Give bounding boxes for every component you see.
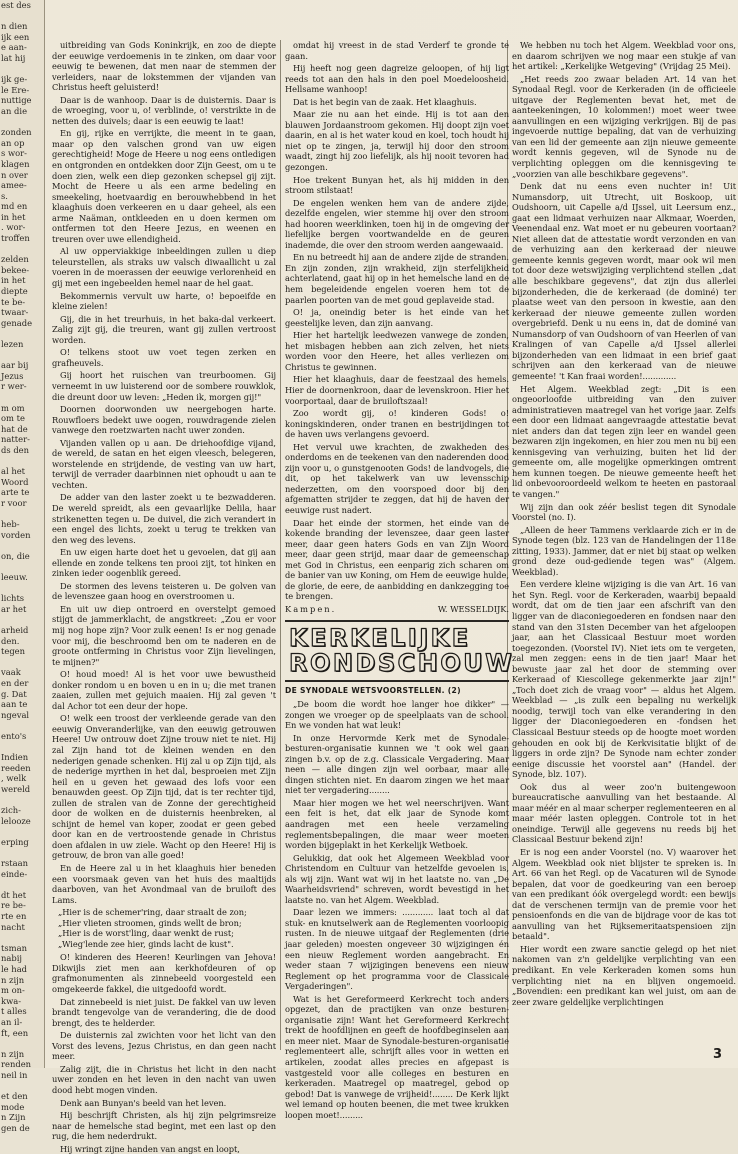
paragraph: In onze Hervormde Kerk met de Synodale-besturen-organisatie kunnen we 't ook wel gaan zingen b.v. op de z.g. Classicale Vergadering. Maar neen — alle dingen zijn wel oorbaar, maar alle dingen stichten niet. En daarom zingen we het maar niet ter vergadering........ — [285, 732, 509, 796]
edge-line — [0, 561, 44, 572]
edge-line: an il- — [1, 1017, 23, 1027]
edge-line: le Ere- — [1, 84, 30, 95]
column-3 — [512, 40, 736, 1050]
edge-line: Woord — [1, 476, 29, 487]
paragraph: En uw eigen harte doet het u gevoelen, dat gij aan ellende en zonde telkens ten prooi zijt, tot hinken en zinken ieder oogenblik gereed. — [52, 547, 276, 579]
article-subheading: DE SYNODALE WETSVOORSTELLEN. (2) — [285, 686, 461, 696]
edge-line: est des — [1, 0, 31, 10]
paragraph: Hier het hartelijk leedwezen vanwege de zonden, het misbagen hebben aan zich zelven, het niets worden voor den Heere, het alles verliezen om Christus te gewinnen. — [285, 330, 509, 372]
paragraph: Al uw opperviakkige inbeeldingen zullen u diep teleurstellen, als straks uw valsch diwaallicht u zal voeren in de moerassen der eeuwige verlorenheid en gij met een ingebeelden hemel naar de hel gaat. — [52, 246, 276, 289]
edge-line: et den — [1, 1091, 28, 1102]
edge-line: lelooze — [1, 815, 31, 826]
edge-line — [0, 117, 44, 128]
edge-line — [0, 614, 44, 625]
paragraph: omdat hij vreest in de stad Verderf te gronde te gaan. — [285, 40, 509, 61]
column-rule-1 — [280, 40, 281, 1050]
edge-line: n over — [1, 169, 28, 180]
paragraph: En nu betreedt hij aan de andere zijde de stranden. En zijn zonden, zijn wrakheid, zijn sterfelijkheid achterlatend, gaat hij op in het hemelsche land en de hem begeleidende engelen voeren hem tot de paarlen poorten van de met goud geplaveide stad. — [285, 252, 509, 305]
edge-line: zich- — [1, 805, 22, 816]
edge-line: en der — [1, 678, 29, 688]
edge-line — [0, 244, 44, 255]
edge-line: arte te — [1, 487, 30, 498]
column-1 — [52, 40, 276, 1154]
edge-line — [0, 392, 44, 403]
edge-line — [0, 509, 44, 520]
paragraph: „Het reeds zoo zwaar beladen Art. 14 van het Synodaal Regl. voor de Kerkeraden (in de officieele uitgave der Reglementen bevat het, met de aanteekeningen, 10 kolommen!) moet weer twee aanvullingen en een wijziging verkrijgen. Bij de pas ingevoerde nuttige bepaling, dat van de verhuizing van een lid der gemeente aan zijn nieuwe gemeente wordt kennis gegeven, wil de Synode nu de verplichting opleggen om die kennisgeving te „voorzien van alle beschikbare gegevens". — [512, 73, 736, 179]
edge-line: neil in — [1, 1069, 28, 1080]
rubric-title — [289, 626, 514, 676]
paragraph: Vijanden vallen op u aan. De driehoofdige vijand, de wereld, de satan en het eigen vleesch, belegeren, worstelende en strijdende, de vesting van uw hart, terwijl de verrader daarbinnen niet ophoudt u aan te vechten. — [52, 437, 276, 490]
verse-line: „Wieg'lende zee hier, ginds lacht de kust". — [58, 938, 234, 949]
edge-line: ijk ge- — [1, 74, 28, 85]
edge-line: rstaan — [1, 858, 29, 869]
edge-line — [0, 540, 44, 551]
edge-line: nabij — [1, 953, 23, 964]
edge-line: Indien — [1, 752, 29, 763]
edge-line: n dien — [1, 21, 28, 32]
edge-line — [0, 1081, 44, 1092]
edge-line: le had — [1, 964, 28, 975]
paragraph: Daar is de wanhoop. Daar is de duisternis. Daar is de wroeging, voor u, o! verblinde, o! verstrikte in de netten des duivels; daar is een eeuwig te laat! — [52, 94, 276, 126]
page-number: 3 — [712, 1047, 722, 1062]
edge-line: zelden — [1, 254, 29, 265]
edge-line: reeden — [1, 762, 31, 773]
edge-line: nacht — [1, 921, 25, 932]
edge-line: Jezus — [1, 370, 24, 381]
edge-line: nuttige — [1, 95, 32, 106]
paragraph: Hier het klaaghuis, daar de feestzaal des hemels. Hier de doornenkroon, daar de levenskroon. Hier het voorportaal, daar de bruiloftszaal! — [285, 374, 509, 406]
paragraph: Een verdere kleine wijziging is die van Art. 16 van het Syn. Regl. voor de Kerkeraden, waarbij bepaald wordt, dat om de tien jaar een afschrift van den ligger van de diaconiegoederen en fondsen naar den stand van den 31sten December van het afgeloopen jaar, aan het Classicaal Bestuur moet worden toegezonden. (Voorstel IV). Niet iets om te vergeten, zal men zeggen: eens in de tien jaar! Maar het bewuste jaar zal het door de stemming over Kerkeraad of Kiescollege gekenmerkte jaar zijn!" „Toch doet zich de vraag voor" — aldus het Algem. Weekblad — „is zulk een bepaling nu werkelijk noodig, terwijl toch van elke verandering in den ligger der Diaconiegoederen en -fondsen het Classicaal Bestuur steeds op de hoogte moet worden gehouden en ook bij de Kerkvisitatie blijkt of de liggers in orde zijn? De Synode nam echter zonder eenige discussie het voorstel aan" (Handel. der Synode, blz. 107). — [512, 579, 736, 780]
edge-line: lat hij — [1, 52, 26, 63]
edge-line — [0, 583, 44, 594]
edge-line — [0, 720, 44, 731]
edge-line: erping — [1, 836, 29, 847]
paragraph: Gij hoort het ruischen van treurboomen. Gij verneemt in uw luisterend oor de sombere rouwklok, die dreunt door uw leven: „Heden ik, morgen gij!" — [52, 370, 276, 402]
edge-line — [0, 1038, 44, 1049]
paragraph: O! kinderen des Heeren! Keurlingen van Jehova! Dikwijls ziet men aan kerkhofdeuren of op grafmonumenten als zinnebeeld voorgesteld een omgekeerde fakkel, die uitgedoofd wordt. — [52, 952, 276, 995]
paragraph: O! ja, oneindig beter is het einde van het geestelijke leven, dan zijn aanvang. — [285, 307, 509, 328]
paragraph: Dat is het begin van de zaak. Het klaaghuis. — [293, 96, 477, 107]
paragraph: Ook dus al weer zoo'n buitengewoon bureaucratische aanvulling van het bestaande. Al maar méér en al maar scherper reglementeeren en al maar méér lasten opleggen. Controle tot in het oneindige. Terwijl alle gegevens nu reeds bij het Classicaal Bestuur bekend zijn! — [512, 781, 736, 845]
column-2 — [285, 40, 515, 1120]
signature-author: W. WESSELDIJK. — [437, 603, 509, 614]
paragraph: De engelen wenken hem van de andere zijde, dezelfde engelen, wier stemme hij over den stroom had hooren weerklinken, toen hij in de omgeving der liefelijke bergen voortwandelde en de geuren inademde, die over den stroom werden aangewaaid. — [285, 197, 509, 250]
rubric-line-2: RONDSCHOUW — [289, 649, 515, 678]
paragraph: Zoo wordt gij, o! kinderen Gods! o! koningskinderen, onder tranen en bestrijdingen tot de haven uws verlangens gevoerd. — [285, 408, 509, 440]
edge-line: m om — [1, 402, 25, 413]
edge-line: r wer- — [1, 381, 27, 392]
edge-line: leeuw. — [1, 572, 28, 583]
edge-line: vorden — [1, 529, 31, 540]
edge-line: n zijn — [1, 974, 25, 985]
paragraph: Er is nog een ander Voorstel (no. V) waarover het Algem. Weekblad ook niet blijster te spreken is. In Art. 66 van het Regl. op de Vacaturen wil de Synode bepalen, dat voor de goedkeuring van een beroep van een predikant óók overgelegd wordt: een bewijs dat de verschenen termijn van de premie voor het pensioenfonds en die van de bijdrage voor de kas tot aanvulling van het Rijksemeritaatspensioen zijn betaald". — [512, 847, 736, 942]
edge-line — [0, 879, 44, 890]
edge-line: ds den — [1, 444, 30, 455]
edge-line — [0, 328, 44, 339]
edge-line: , welk — [1, 773, 27, 784]
edge-line: om te — [1, 413, 25, 424]
edge-line: diepte — [1, 286, 28, 297]
edge-line: renden — [1, 1059, 32, 1070]
edge-line: troffen — [1, 233, 30, 244]
edge-line — [0, 657, 44, 668]
paragraph: Maar zie nu aan het einde. Hij is tot aan den blauwen Jordaanstroom gekomen. Hij doopt zijn voet daarin, en al is het water koud en koel, toch houdt hij niet op te zingen, ja, terwijl hij door den stroom waadt, zingt hij zoo liefelijk, als hij nooit tevoren had gezongen. — [285, 109, 509, 173]
edge-line — [0, 795, 44, 806]
paragraph: Wat is het Gereformeerd Kerkrecht toch anders opgezet, dan de practijken van onze besturen-organisatie zijn! Want het Gereformeerd Kerkrecht trekt de hoofdlijnen en geeft de hoofdbeginselen aan en meer niet. Maar de Synodale-besturen-organisatie reglementeert alle, schrijft alles voor in wetten en artikelen, zoodat alles precies en afgepast is vastgesteld voor alle colleges en besturen en kerkeraden. Maatregel op maatregel, gebod op gebod! Dat is vanwege de vrijheid!........ De Kerk lijkt wel iemand op houten beenen, die met twee krukken loopen moet!......... — [285, 993, 509, 1120]
edge-line: . wor- — [1, 222, 26, 233]
edge-line: in het — [1, 211, 26, 222]
edge-line — [0, 932, 44, 943]
edge-line: kwa- — [1, 995, 22, 1006]
paragraph: O! welk een troost der verkleende gerade van den eeuwig Onveranderlijke, van den eeuwig getrouwen Heere! Uw ontrouw doet Zijne trouw niet te niet. Hij zal Zijn hand tot de kleinen wenden en den nederigen genade schenken. Hij zal u op Zijn tijd, als de nederige myrthen in het dal, besproeien met Zijn heil en u geven het gewaad des lofs voor een benauwden geest. Op Zijn tijd, dat is ter rechter tijd, zullen de stralen van de Zonne der gerechtigheid door de wolken en de duisternis heenbreken, al schijnt de hemel van koper, zoodat er geen gebed door kan en de vertroostende genade in Christus doen afdalen in uw ziele. Wacht op den Heere! Hij is getrouw, de bron van alle goed! — [52, 713, 276, 861]
paragraph: En gij, rijke en verrijkte, die meent in te gaan, maar op den valschen grond van uw eigen gerechtigheid! Moge de Heere u nog eens ontledigen en ontgronden en ontdekken door Zijn Geest, om u te doen zien, welk een diep gezonken schepsel gij zijt. Mocht de Heere u als een arme bedeling en smeekeling, hoetvaardig en berouwhebbend in het klaaghuis doen verkeeren en u daar geheel, als een arme Naäman, ontkleeden en u doen kermen om ontfermen tot den Heere Jezus, en weenen en treuren over uwe ellendigheid. — [52, 128, 276, 244]
paragraph: Hij wringt zijne handen van angst en loopt, — [60, 1143, 240, 1154]
edge-line: genade — [1, 317, 33, 328]
paragraph: Wij zijn dan ook zéér beslist tegen dit Synodale Voorstel (no. I). — [512, 501, 736, 523]
edge-line: ijk een — [1, 31, 30, 42]
edge-line: amee- — [1, 180, 27, 191]
edge-line: an op — [1, 137, 25, 148]
edge-line: hat de — [1, 423, 28, 434]
edge-line: s wor- — [1, 148, 28, 159]
paragraph: O! telkens stoot uw voet tegen zerken en grafheuvels. — [52, 347, 276, 368]
verse-line: „Hier vlieten stroomen, ginds wellt de bron; — [58, 917, 242, 928]
edge-line — [0, 456, 44, 467]
edge-line: tegen — [1, 646, 26, 657]
paragraph: Hij beschrijft Christen, als hij zijn pelgrimsreize naar de hemelsche stad begint, met een last op den rug, die hem nederdrukt. — [52, 1110, 276, 1142]
paragraph: Dat zinnebeeld is niet juist. De fakkel van uw leven brandt tengevolge van de verandering, die de dood brengt, des te helderder. — [52, 996, 276, 1028]
edge-line: s. — [1, 190, 8, 201]
paragraph: Gij, die in het treurhuis, in het baka-dal verkeert. Zalig zijt gij, die treuren, want gij zullen vertroost worden. — [52, 313, 276, 345]
edge-line: ento's — [1, 730, 27, 741]
verse-line: „Hier is de worst'ling, daar wenkt de rust; — [58, 928, 234, 939]
paragraph: Denk dat nu eens even nuchter in! Uit Numansdorp, uit Utrecht, uit Boskoop, uit Oudshoorn, uit Capelle a/d IJssel, uit Leersum enz., gaat een lidmaat verhuizen naar Alkmaar, Woerden, Veenendaal enz. Wat moet er nu gebeuren voortaan? Niet alleen dat de attestatie wordt verzonden en van de verhuizing aan den kerkeraad der nieuwe gemeente kennis gegeven wordt, maar ook wil men tot door deze wetswijziging verplichtend stellen „dat alle beschikbare gegevens", dat zijn dus allerlei bijzonderheden, die de kerkeraad (de dominé) ter plaatse weet van den persoon in kwestie, aan den kerkeraad der nieuwe gemeente zullen worden overgebriefd. Denk u nu eens in, dat de dominé van Numansdorp of van Oudshoorn of van Heerlen of van Kralingen of van Capelle a/d IJssel allerlei bijzonderheden van een lidmaat in een brief gaat schrijven aan den kerkeraad van de nieuwe gemeente! 't Kan fraai worden!............. — [512, 181, 736, 381]
edge-line: zonden — [1, 127, 32, 138]
paragraph: „Alleen de heer Tammens verklaarde zich er in de Synode tegen (blz. 123 van de Handelingen der 118e zitting, 1933). Jammer, dat er niet bij staat op welken grond deze oud-gediende tegen was" (Algem. Weekblad). — [512, 524, 736, 577]
verse-line: „Hier is de schemer'ring, daar straalt de zon; — [58, 907, 247, 918]
paragraph: Bekommernis vervult uw harte, o! bepoeifde en kleine zielen! — [52, 290, 276, 312]
col3-paragraphs — [512, 40, 736, 1007]
paragraph: De stormen des levens teisteren u. De golven van de levenszee gaan hoog en overstroomen u. — [52, 580, 276, 602]
paragraph: Hoe trekent Bunyan het, als hij midden in den stroom stilstaat! — [285, 174, 509, 196]
edge-line: rte en — [1, 911, 27, 922]
edge-line: gen de — [1, 1122, 30, 1133]
edge-line — [0, 350, 44, 361]
paragraph: Daar lezen we immers: ............ laat toch al dat stuk- en knutselwerk aan de Reglementen voorloopig rusten. In de nieuwe uitgaaf der Reglementen (drie jaar geleden) moesten ongeveer 30 wijzigingen én een nieuw Reglement worden aangebracht. En weder staan 7 wijzigingen benevens een nieuw Reglement op het programma voor de Classicale Vergaderingen". — [285, 907, 509, 992]
paragraph: En de Heere zal u in het klaaghuis hier beneden een voorsmaak geven van het huis des maaltijds daarboven, van het Avondmaal van de bruiloft des Lams. — [52, 863, 276, 905]
edge-line: klagen — [1, 158, 30, 169]
edge-line: md en — [1, 201, 28, 212]
edge-line — [0, 848, 44, 859]
edge-line: tsman — [1, 942, 27, 953]
edge-line: in het — [1, 275, 26, 286]
article-signature — [285, 604, 509, 615]
edge-line: lezen — [1, 339, 24, 349]
edge-line: bekee- — [1, 264, 30, 275]
edge-line — [0, 11, 44, 22]
paragraph: Maar hier mogen we het wel neerschrijven. Want een feit is het, dat elk jaar de Synode komt aandragen met een heele verzameling reglementsbepalingen, die maar weer moeten worden bijgeplakt in het Kerkelijk Wetboek. — [285, 797, 509, 851]
edge-line: r voor — [1, 497, 27, 508]
col2-paragraphs-continued — [285, 699, 509, 1120]
adjacent-page-edge — [0, 0, 45, 1133]
edge-line: lichts — [1, 593, 25, 604]
paragraph: De duisternis zal zwichten voor het licht van den Vorst des levens, Jezus Christus, en dan geen nacht meer. — [52, 1030, 276, 1062]
paragraph: uitbreiding van Gods Koninkrijk, en zoo de diepte der eeuwige verdoemenis in te zinken, om daar voor eeuwig te bewenen, dat men naar de stemmen der verleiders, naar de lokstemmen der vijanden van Christus heeft geluisterd! — [52, 40, 276, 93]
edge-line: dt het — [1, 889, 27, 900]
edge-line: einde- — [1, 868, 28, 879]
paragraph: O! houd moed! Al is het voor uwe bewustheid donker rondom u en boven u en in u; die met tranen zaaien, zullen met gejuich maaien. Hij zal geven 't dal Achor tot een deur der hope. — [52, 669, 276, 711]
paragraph: We hebben nu toch het Algem. Weekblad voor ons, en daarom schrijven we nog maar een stukje af van het artikel: „Kerkelijke Wetgeving" (Vrijdag 25 Mei). — [512, 40, 736, 72]
paragraph: En uit uw diep ontroerd en overstelpt gemoed stijgt de jammerklacht, de angstkreet: „Zou er voor mij nog hope zijn? Voor zulk eenen! Is er nog genade voor mij, die beschroomd ben om te naderen en de groote ontferming in Christus voor Zijn lievelingen, te mijnen?" — [52, 603, 276, 667]
edge-line: heb- — [1, 519, 20, 530]
edge-line: e aan- — [1, 42, 27, 53]
edge-line: vaak — [1, 667, 21, 678]
rubric-line-1: KERKELIJKE — [289, 624, 471, 653]
edge-line: arheid — [1, 625, 29, 636]
paragraph: „De boom die wordt hoe langer hoe dikker" — zongen we vroeger op de speelplaats van de school. En we vonden hat wat leuk! — [285, 698, 509, 731]
edge-line: al het — [1, 466, 26, 477]
edge-line: re be- — [1, 900, 26, 911]
edge-line — [0, 826, 44, 837]
paragraph: Gelukkig, dat ook het Algemeen Weekblad voor Christendom en Cultuur van hetzelfde gevoelen is, als wij zijn. Want wat wij in het laatste no. van „De Waarheidsvriend" schreven, wordt bevestigd in het laatste no. van het Algem. Weekblad. — [285, 852, 509, 905]
edge-line: ngeval — [1, 709, 30, 720]
paragraph: Het Algem. Weekblad zegt: „Dit is een ongeoorloofde uitbreiding van den zuiver administratieven maatregel van het vorige jaar. Zelfs een door een lidmaat aangevraagde attestatie bevat niet anders dan dat tegen zijn leer en wandel geen bezwaren zijn ingekomen, en hier zou men nu bij een kennisgeving van verhuizing, buiten het lid der gemeente om, alle mogelijke opmerkingen omtrent hem kunnen toegen. De nieuwe gemeente heeft het lid onbevooroordeeld welkom te heeten en pastoraal te vangen." — [512, 383, 736, 499]
edge-line: n zijn — [1, 1048, 25, 1059]
edge-line: te be- — [1, 296, 26, 307]
paragraph: Zalig zijt, die in Christus het licht in den nacht uwer zonden en het leven in den nacht van uwen dood hebt mogen vinden. — [52, 1063, 276, 1095]
edge-line: natter- — [1, 434, 30, 445]
paragraph: Denk aan Bunyan's beeld van het leven. — [60, 1097, 227, 1108]
signature-place: Kampen. — [285, 603, 337, 614]
paragraph: Daar het einde der stormen, het einde van de kokende branding der levenszee, daar geen laster meer, daar geen haters Gods en van Zijn Woord meer, daar geen strijd, maar daar de gemeenschap met God in Christus, een eenparig zich scharen om de banier van uw Koning, om Hem de eeuwige hulde, de glorie, de eere, de aanbidding en dankzegging toe te brengen. — [285, 517, 509, 602]
edge-line: wereld — [1, 783, 31, 794]
edge-line: t alles — [1, 1006, 27, 1017]
paragraph: Hier wordt een zware sanctie gelegd op het niet nakomen van z'n geldelijke verplichting van een predikant. En vele Kerkeraden komen soms hun verplichting niet na en blijven ongemoeid. „Bovendien: een predikant kan wel juist, om aan de zeer zware geldelijke verplichtingen — [512, 943, 736, 1007]
paragraph: Doornen doorwonden uw neergebogen harte. Rouwfloers bedekt uwe oogen, rouwdragende zielen vanwege den roetzwarten nacht uwer zonden. — [52, 404, 276, 436]
section-rubric — [285, 620, 515, 682]
poem-verse — [52, 907, 276, 949]
col1-paragraphs-continued — [52, 952, 276, 1154]
edge-line — [0, 742, 44, 753]
edge-line: den. — [1, 635, 20, 646]
edge-line: m on- — [1, 985, 25, 996]
edge-line: ar het — [1, 603, 27, 614]
edge-line: aar bij — [1, 360, 29, 371]
paragraph: Hij heeft nog geen dagreize geloopen, of hij ligt reeds tot aan den hals in den poel Moedeloosheid. Hellsame wanhoop! — [285, 63, 509, 95]
edge-line — [0, 64, 44, 75]
edge-line: twaar- — [1, 307, 29, 318]
edge-line: mode — [1, 1101, 25, 1112]
edge-line: on, die — [1, 550, 30, 561]
edge-line: g. Dat — [1, 688, 27, 699]
paragraph: De adder van den laster zoekt u te bezwadderen. De wereld spreidt, als een gevaarlijke Delila, haar strikenetten tegen u. De duivel, die zich verandert in een engel des lichts, zoekt u terug te trekken van den weg des levens. — [52, 492, 276, 545]
paragraph: Het vervul uwe krachten, de zwakheden des onderdoms en de teekenen van den naderenden dood zijn voor u, o gunstgenooten Gods! de landvogels, die dit, op het takelwerk van uw levensschip nederzetten, om den voorspoed door bij den afgematten strijder te zeggen, dat hij de haven der eeuwige rust nadert. — [285, 441, 509, 515]
col2-paragraphs — [285, 40, 509, 602]
edge-line: an die — [1, 105, 28, 116]
edge-line: ft, een — [1, 1027, 29, 1038]
col1-paragraphs — [52, 40, 276, 905]
edge-line: aan te — [1, 699, 28, 710]
edge-line: n Zijn — [1, 1112, 26, 1123]
